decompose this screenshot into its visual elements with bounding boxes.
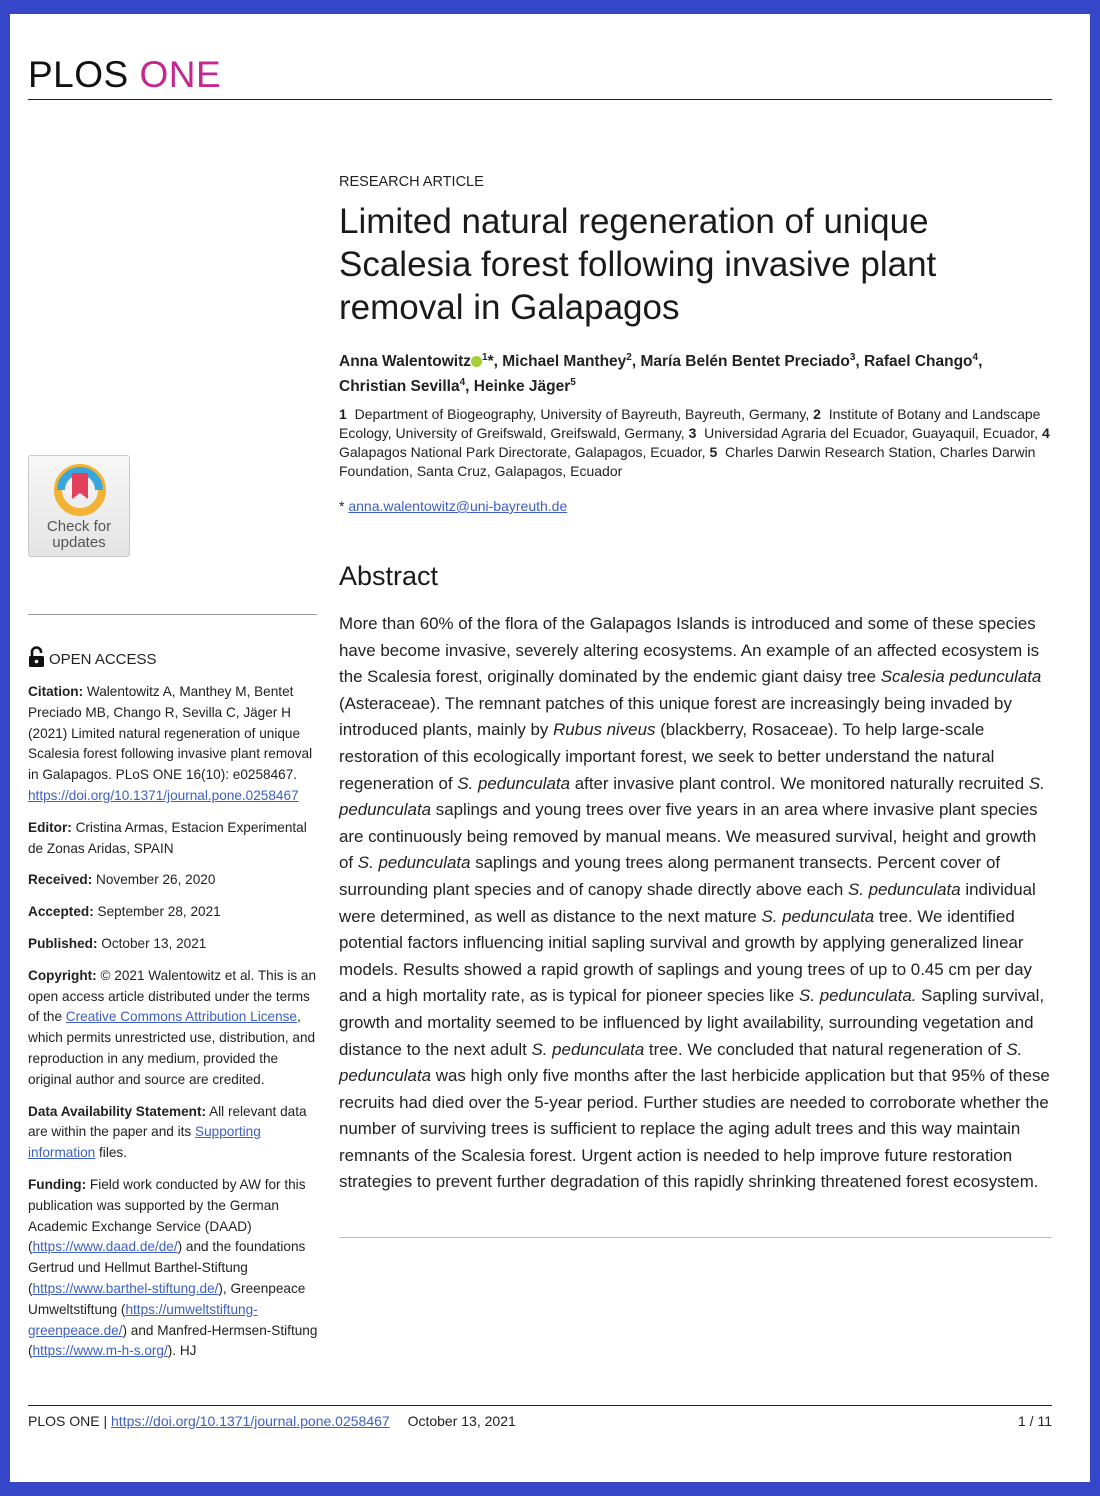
article-type: RESEARCH ARTICLE bbox=[339, 174, 484, 190]
journal-logo[interactable] bbox=[28, 54, 221, 96]
citation-text: Walentowitz A, Manthey M, Bentet Preciado MB, Chango R, Sevilla C, Jäger H (2021) Limited natural regeneration of unique Scalesia forest following invasive plant removal in Galapagos. PLoS ONE 16(10): e0258467. bbox=[28, 684, 313, 783]
corresponding-asterisk: * bbox=[339, 498, 345, 514]
corresponding-email-link[interactable]: anna.walentowitz@uni-bayreuth.de bbox=[348, 498, 568, 514]
affiliation-text: Charles Darwin Research Station, Charles Darwin Foundation, Santa Cruz, Galapagos, Ecuador bbox=[339, 444, 1036, 479]
page-footer bbox=[28, 1413, 516, 1429]
editor-text: Cristina Armas, Estacion Experimental de Zonas Aridas, SPAIN bbox=[28, 819, 307, 856]
mhs-link[interactable]: https://www.m-h-s.org/ bbox=[32, 1343, 168, 1359]
citation-doi-link[interactable]: https://doi.org/10.1371/journal.pone.0258467 bbox=[28, 787, 299, 803]
author-affiliation-number: 4 bbox=[459, 377, 466, 389]
funding-text: ) and the foundations Gertrud und Hellmut Barthel-Stiftung ( bbox=[28, 1239, 306, 1296]
open-access-label bbox=[28, 646, 157, 668]
affiliation-text: Galapagos National Park Directorate, Galapagos, Ecuador, bbox=[339, 444, 706, 460]
author-name[interactable]: Anna Walentowitz bbox=[339, 353, 472, 371]
open-access-text: OPEN ACCESS bbox=[49, 651, 157, 668]
author-affiliation-number: 1 bbox=[482, 352, 488, 363]
species-name: S. pedunculata bbox=[339, 773, 1045, 820]
editor-label: Editor: bbox=[28, 819, 72, 835]
author-name[interactable]: Heinke Jäger bbox=[473, 378, 571, 396]
page-number: 1 / 11 bbox=[1018, 1413, 1052, 1429]
affiliation-text: Department of Biogeography, University of Bayreuth, Bayreuth, Germany, bbox=[354, 406, 810, 422]
copyright-text-end: , which permits unrestricted use, distribution, and reproduction in any medium, provided the original author and source are credited. bbox=[28, 1009, 316, 1087]
corresponding-mark: * bbox=[487, 353, 494, 371]
copyright-label: Copyright: bbox=[28, 967, 97, 983]
orcid-icon[interactable] bbox=[471, 356, 482, 367]
affiliation-text: Universidad Agraria del Ecuador, Guayaquil, Ecuador, bbox=[704, 425, 1039, 441]
published-block bbox=[28, 934, 320, 955]
species-name: Rubus niveus bbox=[553, 720, 656, 740]
footer-divider bbox=[28, 1405, 1052, 1406]
sidebar-divider bbox=[28, 614, 317, 615]
species-name: S. pedunculata. bbox=[799, 986, 917, 1006]
published-date: October 13, 2021 bbox=[101, 935, 207, 951]
affiliation-number: 3 bbox=[688, 425, 697, 441]
article-metadata-sidebar bbox=[28, 682, 320, 1373]
author-list: Anna Walentowitz $^1$*, Michael Manthey$^2$, María Belén Bentet Preciado$^3$, Rafael Chango$^4$, Christian Sevilla$^4$, Heinke Jäger$^5$ bbox=[339, 352, 983, 396]
published-label: Published: bbox=[28, 935, 98, 951]
check-for-updates-badge[interactable] bbox=[28, 455, 130, 557]
barthel-stiftung-link[interactable]: https://www.barthel-stiftung.de/ bbox=[32, 1280, 219, 1296]
abstract-divider bbox=[339, 1237, 1052, 1238]
license-link[interactable]: Creative Commons Attribution License bbox=[65, 1009, 297, 1025]
author-name[interactable]: María Belén Bentet Preciado bbox=[640, 353, 850, 371]
affiliation-number: 1 bbox=[339, 406, 347, 422]
affiliation-text: Institute of Botany and Landscape Ecology, University of Greifswald, Greifswald, Germany, bbox=[339, 406, 1041, 441]
data-availability-text-end: files. bbox=[99, 1145, 127, 1161]
copyright-text: © 2021 Walentowitz et al. This is an open access article distributed under the terms of the bbox=[28, 967, 317, 1025]
author-affiliation-number: 5 bbox=[570, 377, 576, 389]
data-availability-label: Data Availability Statement: bbox=[28, 1103, 207, 1119]
supporting-information-link[interactable]: Supporting information bbox=[28, 1124, 261, 1161]
logo-plos-text: PLOS bbox=[28, 54, 129, 95]
data-availability-text: All relevant data are within the paper and its bbox=[28, 1103, 307, 1140]
author-affiliation-number: 2 bbox=[626, 352, 632, 363]
funding-text: ), Greenpeace Umweltstiftung ( bbox=[28, 1280, 306, 1317]
funding-label: Funding: bbox=[28, 1176, 87, 1192]
received-date: November 26, 2020 bbox=[96, 872, 216, 888]
accepted-label: Accepted: bbox=[28, 904, 94, 920]
funding-text: ) and Manfred-Hermsen-Stiftung ( bbox=[28, 1322, 318, 1359]
species-name: Scalesia pedunculata bbox=[880, 667, 1042, 687]
title-line: Scalesia forest following invasive plant bbox=[339, 245, 937, 284]
badge-line-1: Check for bbox=[46, 518, 112, 535]
species-name: S. pedunculata bbox=[357, 853, 471, 873]
affiliation-number: 4 bbox=[1041, 425, 1050, 441]
affiliation-number: 2 bbox=[813, 406, 821, 422]
article-title bbox=[339, 200, 1059, 329]
species-name: S. pedunculata bbox=[339, 1039, 1023, 1086]
funding-text: Field work conducted by AW for this publication was supported by the German Academic Exchange Service (DAAD) ( bbox=[28, 1176, 306, 1255]
abstract-text: Sapling survival, growth and mortality seemed to be influenced by light availability, surrounding vegetation and distance to the next adult bbox=[339, 986, 1045, 1059]
copyright-block bbox=[28, 966, 320, 1091]
abstract-text: (blackberry, Rosaceae). To help large-scale restoration of this ecologically important forest, we seek to better understand the natural regeneration of bbox=[339, 720, 995, 793]
corresponding-author bbox=[339, 498, 1059, 514]
funding-text: ). HJ bbox=[167, 1343, 197, 1359]
author-name[interactable]: Rafael Chango bbox=[864, 353, 973, 371]
species-name: S. pedunculata bbox=[847, 879, 961, 899]
affiliation-number: 5 bbox=[709, 444, 718, 460]
author-affiliation-number: 4 bbox=[972, 352, 979, 363]
affiliations bbox=[339, 405, 1059, 481]
abstract-text: tree. We identified potential factors influencing initial sapling survival and growth by applying generalized linear models. Results showed a rapid growth of saplings and young trees of up to 0.45 cm per day and a high mortality rate, as is typical for pioneer species like bbox=[339, 906, 1032, 1006]
abstract-heading: Abstract bbox=[339, 561, 439, 591]
species-name: S. pedunculata bbox=[531, 1039, 645, 1059]
article-page bbox=[10, 14, 1090, 1482]
species-name: S. pedunculata bbox=[761, 906, 875, 926]
title-line: Limited natural regeneration of unique bbox=[339, 202, 929, 241]
abstract-text: (Asteraceae). The remnant patches of this unique forest are increasingly being invaded by introduced plants, mainly by bbox=[339, 693, 1012, 740]
received-block bbox=[28, 870, 320, 891]
title-line: removal in Galapagos bbox=[339, 288, 680, 327]
accepted-date: September 28, 2021 bbox=[97, 904, 221, 920]
abstract-text: saplings and young trees along permanent transects. Percent cover of surrounding plant species and of canopy shade directly above each bbox=[339, 853, 1001, 899]
abstract-text: More than 60% of the flora of the Galapagos Islands is introduced and some of these species have become invasive, severely altering ecosystems. An example of an affected ecosystem is the Scalesia forest, originally dominated by the endemic giant daisy tree bbox=[339, 614, 1040, 687]
species-name: S. pedunculata bbox=[457, 773, 571, 793]
footer-journal: PLOS ONE bbox=[28, 1413, 100, 1429]
author-affiliation-number: 3 bbox=[849, 352, 856, 363]
crossmark-icon bbox=[53, 463, 107, 517]
greenpeace-link[interactable]: https://umweltstiftung-greenpeace.de/ bbox=[28, 1301, 258, 1338]
citation-label: Citation: bbox=[28, 684, 84, 699]
author-name[interactable]: Michael Manthey bbox=[502, 353, 627, 371]
open-lock-icon bbox=[28, 646, 45, 668]
abstract-text: individual were determined, as well as distance to the next mature bbox=[339, 879, 1036, 926]
footer-separator: | bbox=[103, 1413, 108, 1429]
data-availability-block bbox=[28, 1102, 320, 1164]
header-divider bbox=[28, 99, 1052, 100]
abstract-text: saplings and young trees over five years in an area where invasive plant species are continuously being removed by manual means. We measured survival, height and growth of bbox=[339, 800, 1038, 873]
daad-link[interactable]: https://www.daad.de/de/ bbox=[32, 1239, 178, 1255]
accepted-block bbox=[28, 902, 320, 923]
abstract-text: tree. We concluded that natural regeneration of bbox=[648, 1039, 1002, 1059]
footer-doi-link[interactable]: https://doi.org/10.1371/journal.pone.0258467 bbox=[111, 1413, 390, 1429]
citation-block bbox=[28, 682, 320, 807]
logo-one-text: ONE bbox=[139, 54, 222, 95]
abstract-text: after invasive plant control. We monitored naturally recruited bbox=[574, 773, 1025, 793]
received-label: Received: bbox=[28, 872, 93, 888]
author-name[interactable]: Christian Sevilla bbox=[339, 378, 460, 396]
funding-block bbox=[28, 1175, 320, 1362]
footer-date: October 13, 2021 bbox=[407, 1413, 516, 1429]
abstract-body bbox=[339, 611, 1055, 1196]
abstract-text: was high only five months after the last herbicide application but that 95% of these recruits had died over the 5-year period. Further studies are needed to corroborate whether the number of surviving trees is sufficient to replace the aging adult trees and this way maintain remnants of the Scalesia forest. Urgent action is needed to help improve future restoration strategies to prevent further degradation of this rapidly shrinking threatened forest ecosystem. bbox=[339, 1066, 1050, 1192]
editor-block bbox=[28, 818, 320, 860]
badge-line-2: updates bbox=[52, 534, 106, 551]
